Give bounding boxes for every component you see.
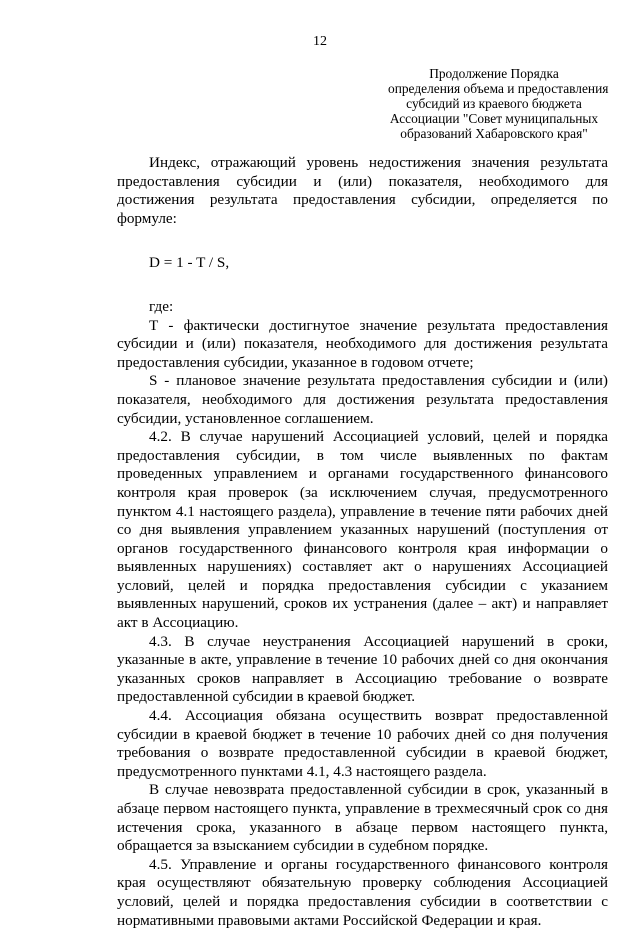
paragraph-4-5: 4.5. Управление и органы государственного финансового контроля края осуществляют обязательную проверку соблюдения Ассоциацией условий, целей и порядка предоставления субсидии в соответствии с нормативными правовыми актами Российской Федерации и края. [117, 855, 608, 929]
document-header [388, 66, 609, 141]
header-line: определения объема и предоставления [388, 81, 609, 96]
formula: D = 1 - T / S, [149, 254, 230, 272]
paragraph-t-definition: Т - фактически достигнутое значение результата предоставления субсидии и (или) показателя, необходимого для достижения результата предоставления субсидии, указанное в годовом отчете; [117, 316, 608, 371]
header-line: Продолжение Порядка [429, 66, 559, 81]
paragraph-4-4: 4.4. Ассоциация обязана осуществить возврат предоставленной субсидии в краевой бюджет в течение 10 рабочих дней со дня получения требования о возврате предоставленной субсидии в краевой бюджет, предусмотренного пунктами 4.1, 4.3 настоящего раздела. [117, 707, 608, 780]
header-line: образований Хабаровского края" [400, 126, 588, 141]
where-label: где: [149, 297, 174, 315]
paragraph-4-2: 4.2. В случае нарушений Ассоциацией условий, целей и порядка предоставления субсидии, в том числе выявленных по фактам проведенных управлением и органами государственного финансового контроля края проверок (за исключением случая, предусмотренного пунктом 4.1 настоящего раздела), управление в течение пяти рабочих дней со дня выявления управлением указанных нарушений (поступления от органов государственного финансового контроля края информации о выявленных нарушениях) составляет акт о нарушениях Ассоциацией условий, целей и порядка предоставления субсидии с указанием выявленных нарушений, сроков их устранения (далее – акт) и направляет акт в Ассоциацию. [117, 428, 608, 632]
header-line: Ассоциации "Совет муниципальных [389, 111, 599, 126]
paragraph-s-definition: S - плановое значение результата предоставления субсидии и (или) показателя, необходимого для достижения результата предоставления субсидии, установленное соглашением. [117, 372, 608, 427]
paragraph-4-3: 4.3. В случае неустранения Ассоциацией нарушений в сроки, указанные в акте, управление в течение 10 рабочих дней со дня окончания указанных сроков направляет в Ассоциацию требование о возврате предоставленной субсидии в краевой бюджет. [117, 632, 608, 706]
header-line: субсидий из краевого бюджета [406, 96, 582, 111]
document-body [117, 154, 608, 930]
paragraph-4-4-second: В случае невозврата предоставленной субсидии в срок, указанный в абзаце первом настоящего пункта, управление в трехмесячный срок со дня истечения срока, указанного в абзаце первом настоящего пункта, обращается за взысканием субсидии в судебном порядке. [117, 781, 608, 855]
page-number: 12 [313, 34, 327, 49]
intro-paragraph: Индекс, отражающий уровень недостижения значения результата предоставления субсидии и (или) показателя, необходимого для достижения результата предоставления субсидии, определяется по формуле: [117, 154, 608, 227]
